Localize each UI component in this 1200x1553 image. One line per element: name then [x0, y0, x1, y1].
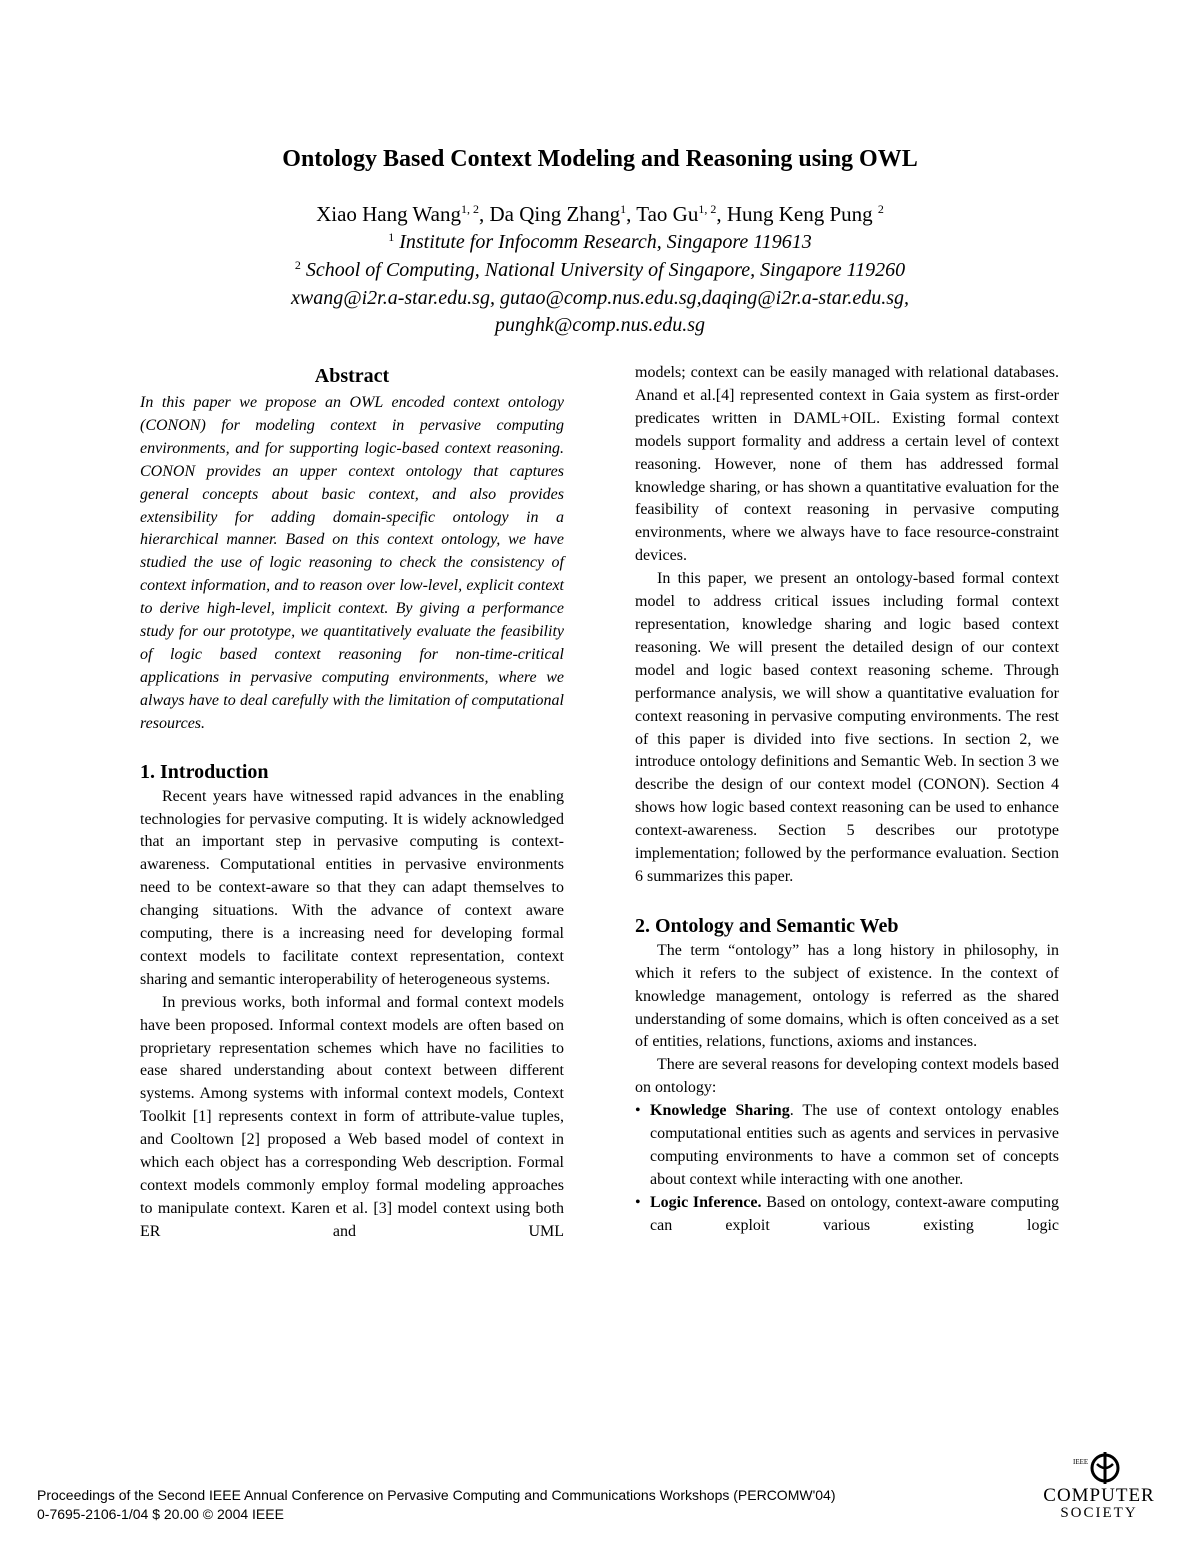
- logo-computer-text: COMPUTER: [1043, 1485, 1155, 1506]
- affiliation-1: [0, 229, 1200, 256]
- intro-paragraph-2: In previous works, both informal and formal context models have been proposed. Informal context models are often based on proprietary representation schemes which have no facilities to ease shared understanding about context between different systems. Among systems with informal context models, Context Toolkit [1] represents context in form of attribute-value tuples, and Cooltown [2] proposed a Web based model of context in which each object has a corresponding Web description. Formal context models commonly employ formal modeling approaches to manipulate context. Karen et al. [3] model context using both ER and UML: [140, 993, 564, 1240]
- ieee-emblem-icon: [1069, 1450, 1129, 1486]
- affiliation-text: School of Computing, National University of Singapore, Singapore 119260: [300, 259, 906, 281]
- bullet-icon: •: [635, 1193, 641, 1211]
- author-affiliation-marker: 2: [877, 202, 884, 216]
- paper-title: Ontology Based Context Modeling and Reasoning using OWL: [282, 146, 918, 172]
- footer-isbn: 0-7695-2106-1/04 $ 20.00 © 2004 IEEE: [37, 1506, 284, 1522]
- author-list: [0, 200, 1200, 228]
- ieee-computer-society-logo: [1038, 1450, 1160, 1522]
- page-footer: [37, 1486, 835, 1524]
- list-item-term: Knowledge Sharing: [650, 1102, 790, 1120]
- intro-paragraph-2-continued: models; context can be easily managed with relational databases. Anand et al.[4] represented context in Gaia system as first-order predicates written in DAML+OIL. Existing formal context models support formality and address a certain level of context reasoning. However, none of them has addressed formal knowledge sharing, or has shown a quantitative evaluation for the feasibility of context reasoning in pervasive computing environments, where we always have to face resource-constraint devices.: [635, 364, 1059, 565]
- email-line-2: punghk@comp.nus.edu.sg: [494, 314, 706, 336]
- author-name: Tao Gu: [636, 202, 699, 226]
- abstract-text: In this paper we propose an OWL encoded context ontology (CONON) for modeling context in pervasive computing environments, and for supporting logic-based context reasoning. CONON provides an upper context ontology that captures general concepts about basic context, and also provides extensibility for adding domain-specific ontology in a hierarchical manner. Based on this context ontology, we have studied the use of logic reasoning to check the consistency of context information, and to reason over low-level, explicit context to derive high-level, implicit context. By giving a performance study for our prototype, we quantitatively evaluate the feasibility of logic based context reasoning for non-time-critical applications in pervasive computing environments, where we always have to deal carefully with the limitation of computational resources.: [140, 394, 564, 732]
- affiliation-text: Institute for Infocomm Research, Singapore 119613: [394, 231, 812, 253]
- affiliation-2: [0, 257, 1200, 284]
- reasons-list: [635, 1100, 1059, 1237]
- author-name: Hung Keng Pung: [726, 202, 878, 226]
- right-column: [635, 362, 1059, 1238]
- affiliation-marker: 1: [388, 230, 395, 244]
- logo-small-text: IEEE: [1073, 1458, 1089, 1466]
- affiliation-marker: 2: [294, 258, 301, 272]
- author-separator: ,: [716, 202, 727, 226]
- email-line-1: xwang@i2r.a-star.edu.sg, gutao@comp.nus.edu.sg,daqing@i2r.a-star.edu.sg,: [291, 287, 909, 309]
- list-item-term: Logic Inference.: [650, 1193, 762, 1211]
- footer-proceedings: Proceedings of the Second IEEE Annual Conference on Pervasive Computing and Communications Workshops (PERCOMW'04): [37, 1487, 836, 1503]
- intro-paragraph-1: Recent years have witnessed rapid advances in the enabling technologies for pervasive computing. It is widely acknowledged that an important step in pervasive computing is context-awareness. Computational entities in pervasive environments need to be context-aware so that they can adapt themselves to changing situations. With the advance of context aware computing, there is a increasing need for developing formal context models to facilitate context representation, context sharing and semantic interoperability of heterogeneous systems.: [140, 787, 564, 988]
- ontology-paragraph-2: There are several reasons for developing context models based on ontology:: [635, 1056, 1059, 1097]
- list-item-text: . The use of context ontology enables computational entities such as agents and services in pervasive computing environments to have a common set of concepts about context while interacting with one another.: [650, 1102, 1059, 1188]
- list-item: [635, 1100, 1059, 1192]
- author-affiliation-marker: 1: [620, 202, 627, 216]
- bullet-icon: •: [635, 1102, 641, 1120]
- author-name: Da Qing Zhang: [489, 202, 621, 226]
- introduction-heading: 1. Introduction: [140, 760, 269, 783]
- list-item-text: Based on ontology, context-aware computing can exploit various existing logic: [650, 1193, 1060, 1234]
- intro-paragraph-3: In this paper, we present an ontology-based formal context model to address critical issues including formal context representation, knowledge sharing and logic based context reasoning. We will present the detailed design of our context model and logic based context reasoning scheme. Through performance analysis, we will show a quantitative evaluation for context reasoning in pervasive computing environments. The rest of this paper is divided into five sections. In section 2, we introduce ontology definitions and Semantic Web. In section 3 we describe the design of our context model (CONON). Section 4 shows how logic based context reasoning can be used to enhance context-awareness. Section 5 describes our prototype implementation; followed by the performance evaluation. Section 6 summarizes this paper.: [635, 570, 1059, 885]
- author-separator: ,: [478, 202, 490, 226]
- list-item: [635, 1192, 1059, 1238]
- ontology-heading: 2. Ontology and Semantic Web: [635, 914, 899, 937]
- author-separator: ,: [626, 202, 637, 226]
- abstract-heading: Abstract: [314, 365, 390, 387]
- author-name: Xiao Hang Wang: [316, 202, 461, 226]
- author-affiliation-marker: 1, 2: [460, 202, 479, 216]
- logo-society-text: SOCIETY: [1060, 1505, 1138, 1521]
- author-affiliation-marker: 1, 2: [698, 202, 717, 216]
- ontology-paragraph-1: The term “ontology” has a long history in philosophy, in which it refers to the subject of existence. In the context of knowledge management, ontology is referred as the shared understanding of some domains, which is often conceived as a set of entities, relations, functions, axioms and instances.: [635, 941, 1059, 1051]
- left-column: [140, 362, 564, 1244]
